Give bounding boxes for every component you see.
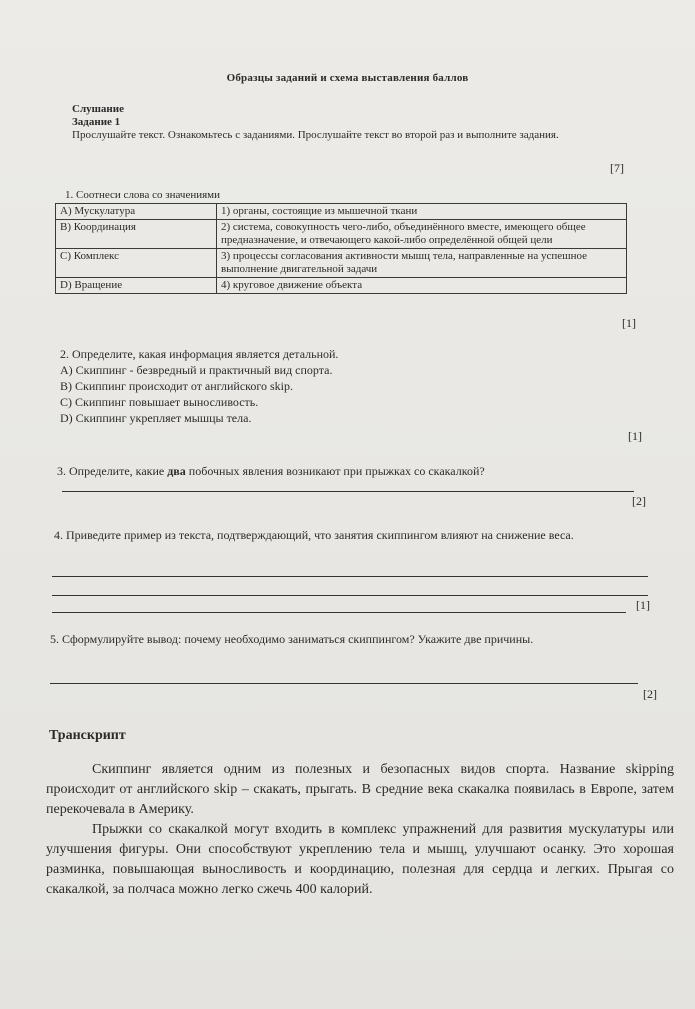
transcript-paragraph: Прыжки со скакалкой могут входить в комплекс упражнений для развития мускулатуры или улучшения фигуры. Они способствуют укреплению тела и мышц, улучшают осанку. Это хорошая разминка, повышающая выносливость и координацию, полезная для сердца и легких. Прыгая со скакалкой, за полчаса можно легко сжечь 400 калорий. [46, 822, 674, 897]
term-cell: A) Мускулатура [56, 204, 217, 220]
meaning-cell: 4) круговое движение объекта [217, 278, 627, 294]
answer-line[interactable] [52, 576, 648, 577]
table-row [56, 278, 627, 294]
page-title: Образцы заданий и схема выставления баллов [226, 72, 469, 84]
question-3-title: 3. Определите, какие два побочных явления возникают при прыжках со скакалкой? [57, 464, 485, 478]
question-2-score: [1] [628, 429, 642, 443]
answer-line[interactable] [52, 612, 626, 613]
meaning-cell: 1) органы, состоящие из мышечной ткани [217, 204, 627, 220]
option-c: C) Скиппинг повышает выносливость. [60, 395, 259, 409]
question-5-score: [2] [643, 687, 657, 701]
section-title: Слушание [72, 103, 124, 115]
table-row [56, 204, 627, 220]
option-b: B) Скиппинг происходит от английского skip. [60, 379, 293, 393]
question-1-title: 1. Соотнеси слова со значениями [65, 189, 221, 201]
answer-line[interactable] [50, 683, 638, 684]
answer-line[interactable] [52, 595, 648, 596]
question-3-score: [2] [632, 494, 646, 508]
task-score: [7] [610, 161, 624, 175]
question-2-title: 2. Определите, какая информация является детальной. [60, 347, 339, 361]
option-d: D) Скиппинг укрепляет мышцы тела. [60, 411, 252, 425]
term-cell: C) Комплекс [56, 249, 217, 278]
task-title: Задание 1 [72, 116, 121, 128]
term-cell: B) Координация [56, 220, 217, 249]
transcript-body [46, 760, 674, 900]
term-cell: D) Вращение [56, 278, 217, 294]
transcript-heading: Транскрипт [49, 728, 126, 743]
option-a: A) Скиппинг - безвредный и практичный вид спорта. [60, 363, 333, 377]
question-4-title: 4. Приведите пример из текста, подтверждающий, что занятия скиппингом влияют на снижение веса. [54, 528, 574, 542]
table-row [56, 220, 627, 249]
meaning-cell: 2) система, совокупность чего-либо, объединённого вместе, имеющего общее предназначение, и отвечающего какой-либо определённой общей цели [217, 220, 627, 249]
task-instruction: Прослушайте текст. Ознакомьтесь с заданиями. Прослушайте текст во второй раз и выполните задания. [72, 129, 559, 141]
meaning-cell: 3) процессы согласования активности мышц тела, направленные на успешное выполнение двигательной задачи [217, 249, 627, 278]
question-5-title: 5. Сформулируйте вывод: почему необходимо заниматься скиппингом? Укажите две причины. [50, 632, 534, 646]
table-row [56, 249, 627, 278]
transcript-paragraph: Скиппинг является одним из полезных и безопасных видов спорта. Название skipping происходит от английского skip – скакать, прыгать. В средние века скакалка появилась в Европе, затем перекочевала в Америку. [46, 762, 674, 817]
matching-table [55, 203, 627, 294]
question-1-score: [1] [622, 316, 636, 330]
question-4-score: [1] [636, 598, 650, 612]
answer-line[interactable] [62, 491, 634, 492]
